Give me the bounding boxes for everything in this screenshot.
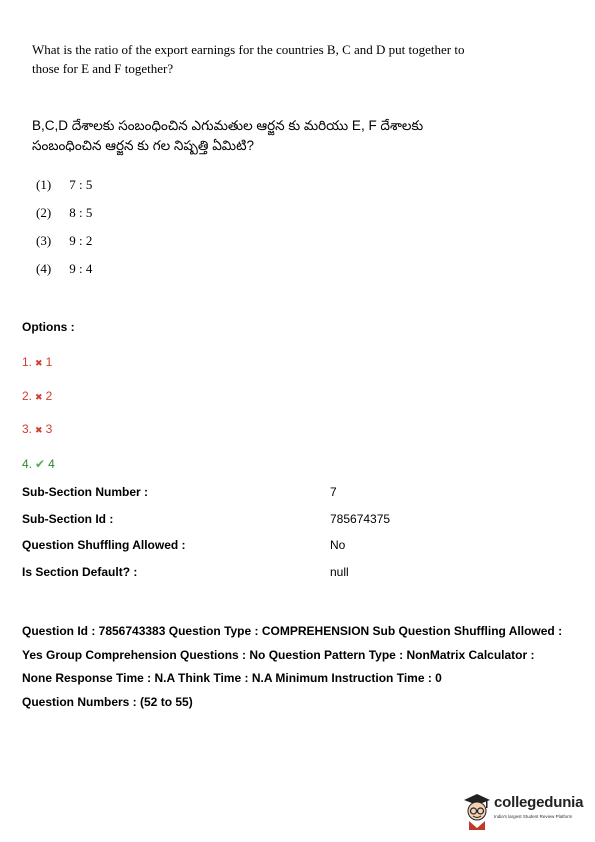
answer-prefix: 2. bbox=[22, 389, 33, 403]
answer-option-3 bbox=[22, 422, 52, 436]
info-line: Yes Group Comprehension Questions : No Question Pattern Type : NonMatrix Calculator : bbox=[22, 647, 535, 662]
logo-tagline: India's largest Student Review Platform bbox=[494, 814, 573, 819]
choice-number: (4) bbox=[36, 261, 52, 276]
question-english: What is the ratio of the export earnings for the countries B, C and D put together to those for E and F together? bbox=[32, 42, 465, 76]
collegedunia-logo bbox=[460, 790, 588, 830]
choice-row bbox=[36, 203, 92, 231]
choice-text: 7 : 5 bbox=[69, 177, 93, 192]
choice-number: (1) bbox=[36, 177, 52, 192]
choice-text: 8 : 5 bbox=[69, 205, 93, 220]
meta-key: Is Section Default? : bbox=[22, 564, 138, 579]
cross-icon: ✖ bbox=[35, 392, 43, 402]
check-icon: ✔ bbox=[35, 457, 46, 471]
meta-value: No bbox=[330, 538, 346, 552]
meta-row bbox=[22, 485, 422, 512]
question-telugu: B,C,D దేశాలకు సంబంధించిన ఎగుమతుల ఆర్జన కు మరియు E, F దేశాలకు సంబంధించిన ఆర్జన కు గల నిష్పత్తి ఏమిటి? bbox=[32, 118, 424, 153]
info-line: None Response Time : N.A Think Time : N.A Minimum Instruction Time : 0 bbox=[22, 671, 442, 685]
answer-prefix: 4. bbox=[22, 457, 33, 471]
cross-icon: ✖ bbox=[35, 425, 43, 435]
question-info bbox=[22, 620, 582, 714]
info-line: Question Id : 7856743383 Question Type : COMPREHENSION Sub Question Shuffling Allowed : bbox=[22, 624, 563, 638]
meta-value: 785674375 bbox=[330, 511, 391, 526]
meta-row bbox=[22, 538, 422, 565]
choice-row bbox=[36, 175, 92, 203]
question-choices bbox=[36, 175, 92, 287]
answer-value: 4 bbox=[48, 457, 55, 471]
meta-row bbox=[22, 512, 422, 539]
meta-key: Sub-Section Id : bbox=[22, 511, 114, 526]
choice-text: 9 : 2 bbox=[69, 233, 93, 248]
graduate-mascot-icon bbox=[460, 790, 494, 830]
choice-number: (2) bbox=[36, 205, 52, 220]
sub-section-meta bbox=[22, 485, 422, 591]
answer-prefix: 3. bbox=[22, 422, 33, 436]
cross-icon: ✖ bbox=[35, 358, 43, 368]
options-label: Options : bbox=[22, 320, 75, 334]
choice-row bbox=[36, 231, 92, 259]
meta-row bbox=[22, 565, 422, 592]
answer-value: 3 bbox=[45, 422, 53, 436]
choice-number: (3) bbox=[36, 233, 52, 248]
meta-value: 7 bbox=[330, 485, 337, 499]
choice-row bbox=[36, 259, 92, 287]
meta-value: null bbox=[330, 564, 349, 579]
answer-value: 2 bbox=[45, 389, 53, 403]
meta-key: Question Shuffling Allowed : bbox=[22, 538, 186, 552]
answer-option-4 bbox=[22, 457, 55, 471]
answer-option-1 bbox=[22, 355, 52, 369]
answer-option-2 bbox=[22, 389, 52, 403]
meta-key: Sub-Section Number : bbox=[22, 485, 149, 499]
answer-prefix: 1. bbox=[22, 355, 33, 369]
info-line: Question Numbers : (52 to 55) bbox=[22, 694, 193, 709]
answer-value: 1 bbox=[45, 355, 53, 369]
choice-text: 9 : 4 bbox=[69, 261, 93, 276]
logo-name: collegedunia bbox=[494, 794, 584, 811]
